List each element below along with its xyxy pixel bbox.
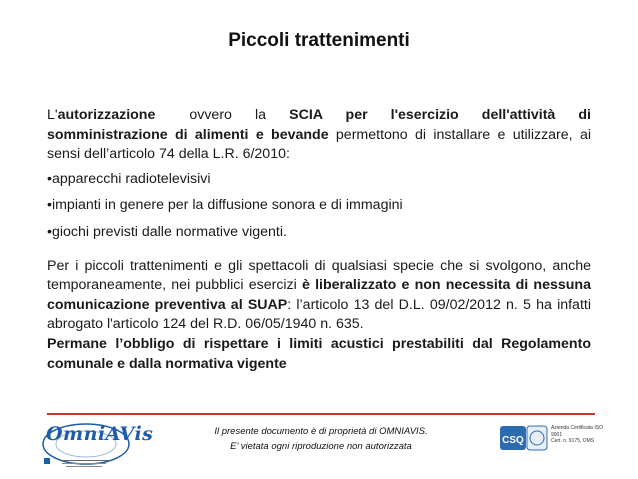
paragraph-acoustic-limits <box>47 335 591 374</box>
para2-text-2: : l’articolo 13 del D.L. 09/02/2012 n. 5 ha infatti abrogato l'articolo 124 del R.D. 06/05/1940 n. 635. <box>47 296 591 333</box>
bullet-item: •impianti in genere per la diffusione sonora e di immagini <box>47 197 403 214</box>
bullet-item: •giochi previsti dalle normative vigenti. <box>47 223 287 240</box>
cert-info <box>551 425 607 445</box>
paragraph-entertainment <box>47 257 591 335</box>
slide-title: Piccoli trattenimenti <box>228 30 410 51</box>
para3-bold: Permane l’obbligo di rispettare i limiti acustici prestabiliti dal Regolamento comunale e dalla normativa vigente <box>47 335 591 372</box>
footer-divider <box>47 413 595 415</box>
para1-bold-authorization: autorizzazione <box>57 107 156 123</box>
para1-bold-scia: SCIA per l'esercizio dell'attività di somministrazione di alimenti e bevande <box>47 107 591 143</box>
cert-badge-text: CSQ <box>502 435 524 446</box>
para2-text-1: Per i piccoli trattenimenti e gli spettacoli di qualsiasi specie che si svolgono, anche temporaneamente, nei pubblici esercizi <box>47 257 591 294</box>
footer-notice <box>150 424 492 454</box>
footer-line-2: E’ vietata ogni riproduzione non autorizzata <box>230 441 412 452</box>
footer-line-1: Il presente documento è di proprietà di OMNIAVIS. <box>214 426 428 437</box>
para2-bold-liberalized: è liberalizzato e non necessita di nessuna comunicazione preventiva al SUAP <box>47 277 591 313</box>
para1-text-1: L' <box>47 107 58 123</box>
logo-name: OmniAVis <box>46 423 154 445</box>
cert-line-2: Cert. n. 9175, OMS <box>551 438 595 444</box>
cert-line-1: Azienda Certificata ISO 9001 <box>551 425 603 438</box>
para1-text-2: ovvero la <box>189 107 290 123</box>
bullet-item: •apparecchi radiotelevisivi <box>47 170 211 187</box>
slide-content <box>47 106 591 374</box>
para1-text-3: permettono di installare e utilizzare, ai sensi dell’articolo 74 della L.R. 6/2010: <box>47 126 591 163</box>
paragraph-authorization <box>47 106 591 165</box>
bullet-list <box>47 170 591 243</box>
